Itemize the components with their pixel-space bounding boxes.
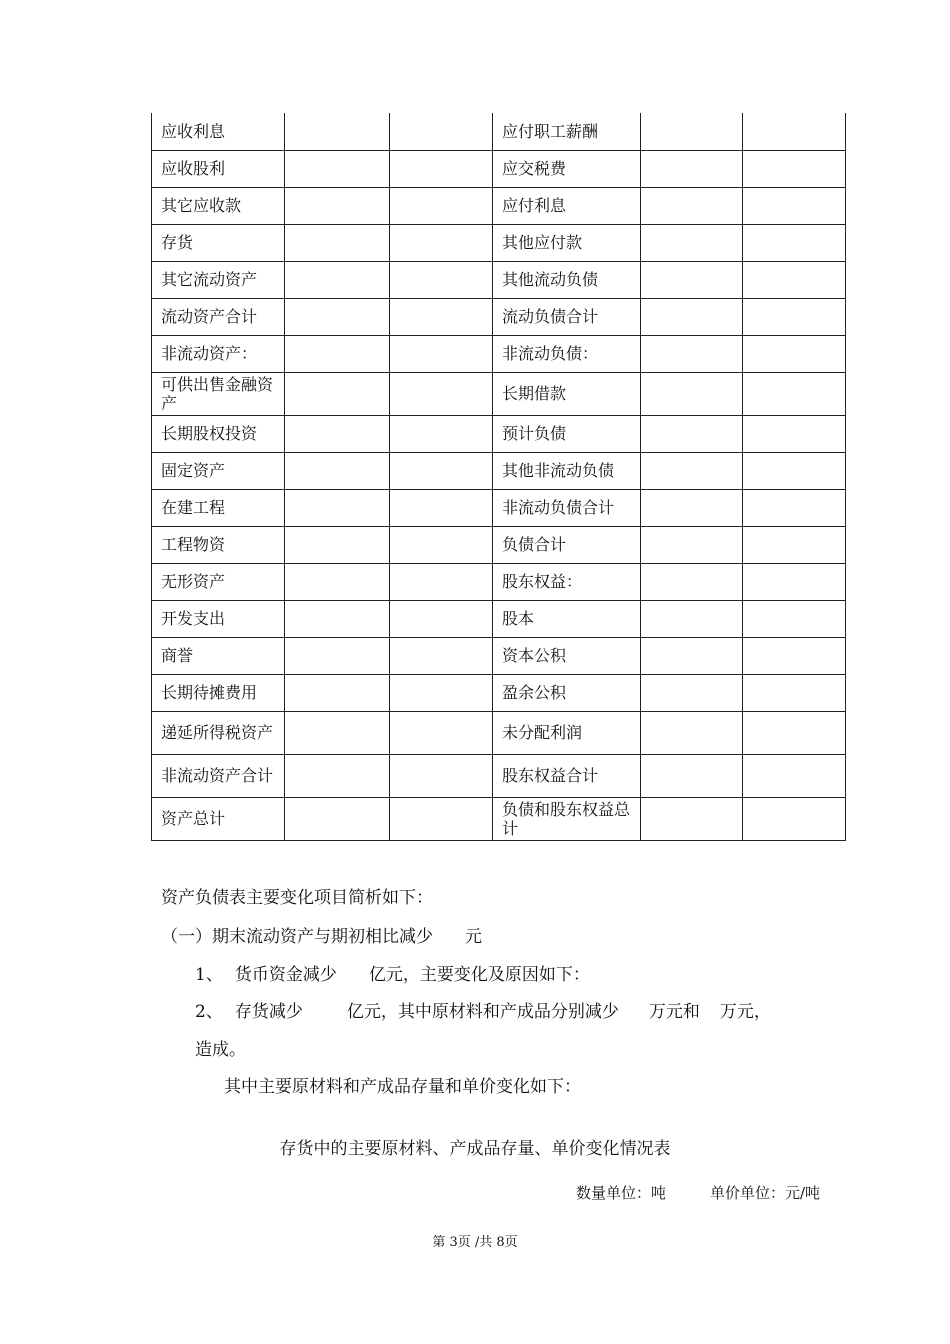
liability-value-begin [743, 224, 846, 261]
asset-value-begin [390, 637, 493, 674]
liability-label: 应交税费 [493, 150, 641, 187]
asset-label: 非流动资产： [152, 335, 285, 372]
asset-value-end [285, 637, 390, 674]
table-row [152, 452, 846, 489]
liability-value-begin [743, 526, 846, 563]
asset-value-end [285, 754, 390, 797]
asset-value-begin [390, 797, 493, 840]
table-row [152, 797, 846, 840]
table-row [152, 150, 846, 187]
item-1-text-b: 亿元，主要变化及原因如下： [368, 965, 590, 985]
asset-value-begin [390, 600, 493, 637]
liability-value-end [641, 563, 743, 600]
liability-label: 其他非流动负债 [493, 452, 641, 489]
liability-value-begin [743, 187, 846, 224]
liability-label: 应付利息 [493, 187, 641, 224]
section-1-suffix: 元 [465, 927, 482, 947]
liability-value-end [641, 415, 743, 452]
asset-value-begin [390, 372, 493, 415]
liability-value-begin [743, 489, 846, 526]
asset-label: 应收利息 [152, 113, 285, 150]
table-row [152, 224, 846, 261]
item-1 [195, 960, 590, 985]
section-1-prefix: （一）期末流动资产与期初相比减少 [161, 927, 433, 947]
asset-value-begin [390, 563, 493, 600]
liability-value-begin [743, 797, 846, 840]
asset-value-begin [390, 415, 493, 452]
item-2-text-d: 万元， [719, 1002, 771, 1022]
liability-value-end [641, 637, 743, 674]
asset-label: 递延所得税资产 [152, 711, 285, 754]
liability-value-begin [743, 452, 846, 489]
liability-label: 其他流动负债 [493, 261, 641, 298]
table-row [152, 261, 846, 298]
liability-value-end [641, 526, 743, 563]
item-1-number: 1、 [195, 965, 223, 985]
liability-label: 非流动负债合计 [493, 489, 641, 526]
asset-label: 固定资产 [152, 452, 285, 489]
asset-label: 开发支出 [152, 600, 285, 637]
table-row [152, 372, 846, 415]
asset-value-begin [390, 224, 493, 261]
asset-value-end [285, 674, 390, 711]
asset-value-end [285, 452, 390, 489]
liability-value-begin [743, 754, 846, 797]
liability-value-begin [743, 150, 846, 187]
liability-label: 股东权益： [493, 563, 641, 600]
asset-value-begin [390, 754, 493, 797]
asset-label: 其它应收款 [152, 187, 285, 224]
asset-value-begin [390, 452, 493, 489]
liability-label: 未分配利润 [493, 711, 641, 754]
section-1-heading [161, 922, 482, 947]
asset-value-end [285, 150, 390, 187]
table-row [152, 600, 846, 637]
table-row [152, 526, 846, 563]
liability-value-end [641, 754, 743, 797]
asset-label: 长期股权投资 [152, 415, 285, 452]
liability-label: 负债和股东权益总计 [493, 797, 641, 840]
item-2 [195, 997, 771, 1022]
liability-label: 资本公积 [493, 637, 641, 674]
liability-value-begin [743, 600, 846, 637]
table-row [152, 754, 846, 797]
table-row [152, 335, 846, 372]
liability-value-end [641, 187, 743, 224]
liability-label: 流动负债合计 [493, 298, 641, 335]
quantity-unit: 数量单位：吨 [576, 1184, 667, 1202]
asset-value-end [285, 224, 390, 261]
asset-label: 商誉 [152, 637, 285, 674]
asset-label: 长期待摊费用 [152, 674, 285, 711]
liability-value-begin [743, 637, 846, 674]
liability-value-end [641, 224, 743, 261]
inventory-table-title: 存货中的主要原材料、产成品存量、单价变化情况表 [279, 1139, 671, 1159]
item-2-text-a: 存货减少 [234, 1002, 303, 1022]
asset-label: 资产总计 [152, 797, 285, 840]
asset-value-end [285, 187, 390, 224]
item-2-text-b: 亿元，其中原材料和产成品分别减少 [346, 1002, 619, 1022]
liability-value-begin [743, 298, 846, 335]
liability-value-end [641, 489, 743, 526]
liability-label: 股本 [493, 600, 641, 637]
table-row [152, 298, 846, 335]
table-row [152, 187, 846, 224]
asset-value-end [285, 489, 390, 526]
table-row [152, 113, 846, 150]
asset-value-end [285, 600, 390, 637]
liability-label: 预计负债 [493, 415, 641, 452]
liability-label: 盈余公积 [493, 674, 641, 711]
liability-value-end [641, 797, 743, 840]
asset-label: 其它流动资产 [152, 261, 285, 298]
asset-value-begin [390, 298, 493, 335]
liability-value-end [641, 113, 743, 150]
liability-value-begin [743, 261, 846, 298]
liability-value-end [641, 298, 743, 335]
item-2-number: 2、 [195, 1002, 223, 1022]
liability-value-begin [743, 415, 846, 452]
asset-value-begin [390, 187, 493, 224]
liability-label: 其他应付款 [493, 224, 641, 261]
asset-value-begin [390, 261, 493, 298]
liability-value-begin [743, 372, 846, 415]
asset-label: 无形资产 [152, 563, 285, 600]
liability-label: 长期借款 [493, 372, 641, 415]
asset-value-end [285, 335, 390, 372]
asset-value-begin [390, 526, 493, 563]
asset-label: 存货 [152, 224, 285, 261]
asset-label: 在建工程 [152, 489, 285, 526]
liability-value-end [641, 452, 743, 489]
table-row [152, 674, 846, 711]
liability-value-end [641, 600, 743, 637]
item-2-text-c: 万元和 [648, 1002, 700, 1022]
table-row [152, 489, 846, 526]
table-row [152, 637, 846, 674]
liability-value-end [641, 261, 743, 298]
asset-value-end [285, 711, 390, 754]
table-row [152, 415, 846, 452]
liability-value-end [641, 335, 743, 372]
asset-value-end [285, 563, 390, 600]
liability-label: 负债合计 [493, 526, 641, 563]
asset-value-end [285, 797, 390, 840]
liability-value-end [641, 150, 743, 187]
liability-value-begin [743, 711, 846, 754]
page-number: 第 3页 /共 8页 [432, 1235, 518, 1250]
asset-value-begin [390, 335, 493, 372]
liability-value-begin [743, 674, 846, 711]
asset-value-end [285, 261, 390, 298]
asset-label: 工程物资 [152, 526, 285, 563]
price-unit: 单价单位：元/吨 [710, 1184, 821, 1202]
liability-label: 股东权益合计 [493, 754, 641, 797]
asset-label: 非流动资产合计 [152, 754, 285, 797]
item-2-continuation: 造成。 [195, 1040, 246, 1060]
table-row [152, 563, 846, 600]
asset-value-end [285, 113, 390, 150]
liability-value-begin [743, 335, 846, 372]
asset-value-begin [390, 150, 493, 187]
asset-value-begin [390, 674, 493, 711]
item-1-text-a: 货币资金减少 [234, 965, 337, 985]
asset-label: 流动资产合计 [152, 298, 285, 335]
asset-value-end [285, 298, 390, 335]
liability-label: 应付职工薪酬 [493, 113, 641, 150]
asset-value-end [285, 526, 390, 563]
inventory-note: 其中主要原材料和产成品存量和单价变化如下： [224, 1077, 581, 1097]
asset-label: 可供出售金融资产 [152, 372, 285, 415]
asset-value-begin [390, 113, 493, 150]
liability-value-end [641, 372, 743, 415]
asset-value-end [285, 372, 390, 415]
asset-value-begin [390, 489, 493, 526]
table-row [152, 711, 846, 754]
asset-label: 应收股利 [152, 150, 285, 187]
liability-value-begin [743, 563, 846, 600]
liability-value-begin [743, 113, 846, 150]
liability-value-end [641, 674, 743, 711]
liability-value-end [641, 711, 743, 754]
asset-value-begin [390, 711, 493, 754]
liability-label: 非流动负债： [493, 335, 641, 372]
asset-value-end [285, 415, 390, 452]
analysis-intro: 资产负债表主要变化项目简析如下： [161, 888, 433, 908]
balance-sheet-table [151, 113, 846, 841]
